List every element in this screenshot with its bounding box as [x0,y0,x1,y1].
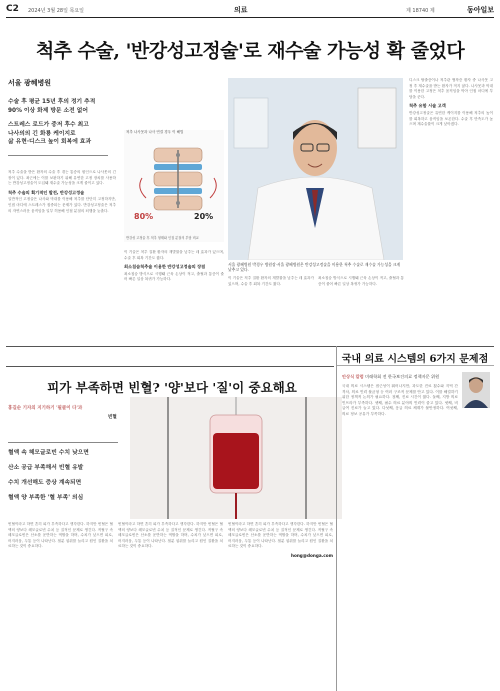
subheading: 척추 유합 시술 고객 [409,103,446,109]
article1-body-col3 [228,276,314,340]
issue-number: 제 18740 제 [406,8,435,14]
figure-note: 반강성 고정술 후 척추 형태와 인접 분절의 부담 비교 [126,235,199,240]
body-text: 반강성고정술은 유연한 케이지를 이용해 척추의 높이를 회복하고 움직임을 보존한다. 수술 후 만족도가 높으며 재수술률이 크게 낮아졌다. [409,110,493,127]
blood-bag-illustration [130,397,342,519]
article3-headline: 피가 부족하면 빈혈? '양'보다 '질'이 중요해요 [47,380,297,395]
article3-deck [8,406,118,503]
deck-line: 수치 개선해도 증상 계속되면 [8,480,82,486]
body-text: 빈혈이라고 하면 흔히 피가 부족하다고 생각한다. 하지만 빈혈은 혈액의 양보다 헤모글로빈 수치 등 질적인 문제로 생긴다. 적혈구 속 헤모글로빈은 산소를 운반하는 역할을 하며, 수치가 낮으면 피로, 어지러움, 두통 등이 나타난다. 철분 섭취를 늘리고 원인 질환을 치료하는 것이 중요하다. [118,522,223,549]
photo-caption: 서울 광혜병원 박경우 병원장·서울 광혜병원은 반강성고정술을 이용한 척추 수술로 재수술 가능성을 크게 낮추고 있다. [228,262,401,273]
section-divider-2 [6,366,334,367]
percent-right: 20% [194,212,214,221]
newspaper-logo: 동아일보 [466,6,494,14]
deck-line: 수술 후 평균 15년 후의 정기 추적 [8,99,96,105]
article3-body-col2 [118,522,223,684]
body-text: 빈혈이라고 하면 흔히 피가 부족하다고 생각한다. 하지만 빈혈은 혈액의 양보다 헤모글로빈 수치 등 질적인 문제로 생긴다. 적혈구 속 헤모글로빈은 산소를 운반하는 역할을 하며, 수치가 낮으면 피로, 어지러움, 두통 등이 나타난다. 철분 섭취를 늘리고 원인 질환을 치료하는 것이 중요하다. [8,522,113,549]
section-divider [6,346,494,347]
article3-byline: hong@donga.com [290,552,333,558]
body-text: 일반적인 고정술은 나사와 막대를 이용해 척추를 단단히 고정하지만, 인접 마디에 스트레스가 집중되는 문제가 있다. 반강성고정술은 척추의 자연스러운 움직임을 일부 허용해 인접 분절의 퇴행을 늦춘다. [8,197,116,213]
body-text: 이 기술은 척추 질환 환자의 재발률을 낮추는 데 효과가 있으며, 수술 후 회복 기간도 짧다. [228,276,314,286]
byline-name: 안상식 칼럼 [342,374,364,379]
article3-body-col1 [8,522,113,684]
deck-line: 스트레스 로드가 중저 후수 최고 [8,122,89,128]
reporter-caption: 홍길순 기자의 지기하기 '필클이 다'과 [8,406,83,411]
deck-line: 90% 이상 화제 방문 소전 없어 [8,107,88,114]
article1-deck [8,78,108,156]
byline-role: 미래학회 전 한국보건의료 정책자문 위원 [365,374,440,379]
column-byline [342,374,439,380]
doctor-illustration [228,78,403,260]
deck-line: 혈액 속 헤모글로빈 수치 낮으면 [8,450,89,456]
percent-left: 80% [134,212,154,221]
doctor-photo [228,78,403,260]
column-title: 국내 의료 시스템의 6가지 문제점 [336,350,494,366]
deck-line: 나사의의 긴 화룡 케이지로 [8,130,76,137]
body-text: 척추 수술을 받은 환자의 수술 후 겪는 통증의 원인으로 나사못의 긴장이 있다. 최근에는 이를 보완하기 위해 유연한 고정 장치를 사용하는 반강성고정술이 도입돼 재수술 가능성을 크게 줄이고 있다. [8,170,116,186]
column-divider [336,346,337,691]
deck-line: 혈액 양 부족한 '혈 부족' 의심 [8,495,84,501]
article1-source: 서울 광혜병원 [8,79,52,87]
columnist-portrait [462,372,490,408]
deck-line: 삶 유현·디스크 높이 회복에 효과 [8,139,92,145]
deck-line: 산소 공급 부족해서 빈혈 유발 [8,465,84,471]
topic-label: 빈혈 [108,415,117,420]
section-title: 의료 [234,6,248,14]
page-number: C2 [6,4,19,14]
subheading: 최소침습척추술 이용한 반강성고정술의 장점 [124,264,206,270]
blood-bag-photo [130,397,342,519]
body-text: 빈혈이라고 하면 흔히 피가 부족하다고 생각한다. 하지만 빈혈은 혈액의 양보다 헤모글로빈 수치 등 질적인 문제로 생긴다. 적혈구 속 헤모글로빈은 산소를 운반하는 역할을 하며, 수치가 낮으면 피로, 어지러움, 두통 등이 나타난다. 철분 섭취를 늘리고 원인 질환을 치료하는 것이 중요하다. [228,522,333,549]
body-text: 디스크 탈출증이나 척추관 협착증 환자 중 나사못 고정 후 재수술을 받는 환자가 적지 않다. 나사못과 막대를 이용한 고정은 척추 움직임을 막아 인접 마디에 부담을 준다. [409,78,493,99]
page-header [6,4,494,18]
body-text: 국내 의료 시스템은 접근성이 뛰어나지만, 과도한 진료 횟수와 지역 간 격차, 의료 인력 불균형 등 여러 구조적 문제를 안고 있다. 이를 해결하기 위한 정책적 논의가 필요하다. 첫째, 진료 시간이 짧다. 둘째, 지방 의료 인프라가 부족하다. 셋째, 필수 의료 분야의 인력이 줄고 있다. 넷째, 비급여 진료가 늘고 있다. 다섯째, 응급 의료 체계가 불안정하다. 여섯째, 의료 정보 공유가 부족하다. [342,384,458,416]
article1-right-col [409,78,493,340]
page-date: 2024년 3월 28일 목요일 [28,8,85,14]
article3-body-col3 [228,522,333,684]
spine-figure [124,130,224,242]
deck-divider [8,442,118,443]
subheading: 척추 수술의 획기적인 발전, 반강성고정술 [8,189,85,195]
article1-body-col4 [318,276,404,340]
body-text: 최소침습 방식으로 시행돼 근육 손상이 적고, 출혈과 통증이 줄어 빠른 일상 복귀가 가능하다. [124,271,224,282]
figure-caption: 척추 나사못과 나사 연결 경우 이 해법 [126,130,184,134]
column-body [342,384,458,684]
deck-divider [8,155,108,156]
article1-body-col1 [8,170,116,360]
body-text: 이 기술은 척추 질환 환자의 재발률을 낮추는 데 효과가 있으며, 수술 후 회복 기간도 짧다. [124,250,224,260]
article1-headline: 척추 수술, '반강성고정술'로 재수술 가능성 확 줄었다 [35,40,465,62]
spine-illustration [124,130,224,242]
body-text: 최소침습 방식으로 시행돼 근육 손상이 적고, 출혈과 통증이 줄어 빠른 일상 복귀가 가능하다. [318,276,404,286]
